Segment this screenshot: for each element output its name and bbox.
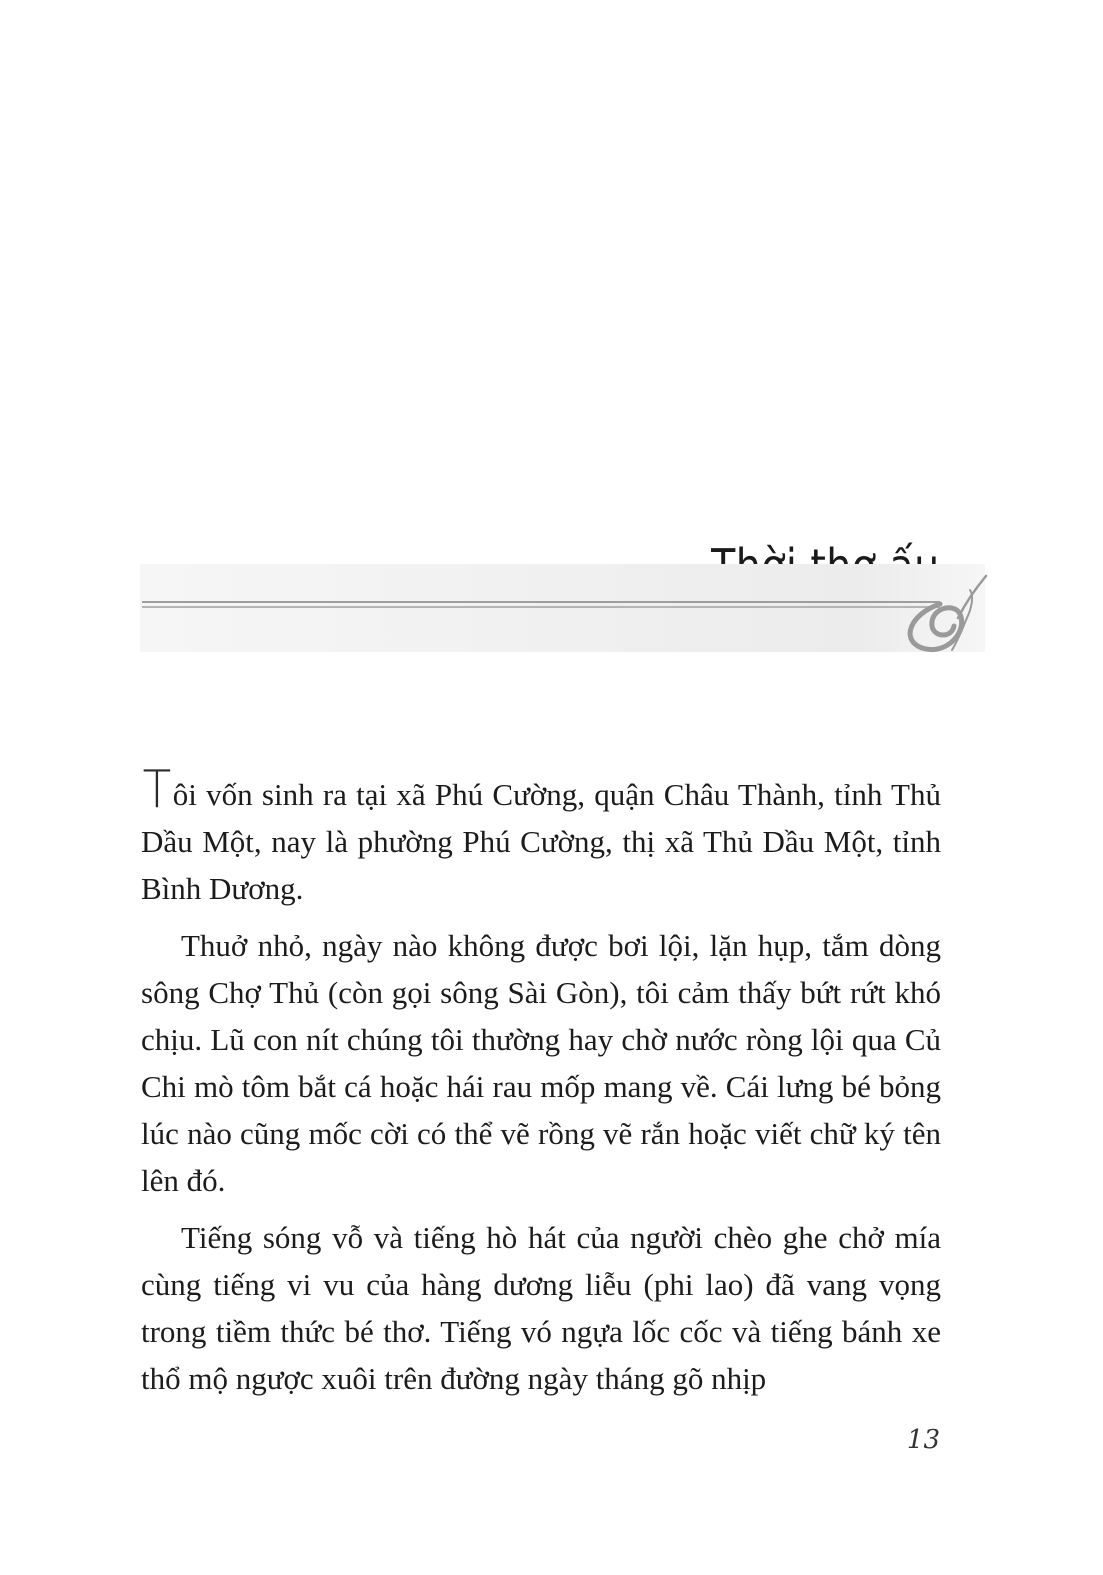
paragraph-1 <box>141 760 941 912</box>
page-number: 13 <box>906 1425 940 1455</box>
title-ornament <box>140 562 990 654</box>
body-text <box>141 760 941 1412</box>
paragraph-1-text: ôi vốn sinh ra tại xã Phú Cường, quận Châu Thành, tỉnh Thủ Dầu Một, nay là phường Phú Cường, thị xã Thủ Dầu Một, tỉnh Bình Dương. <box>141 777 941 906</box>
paragraph-3: Tiếng sóng vỗ và tiếng hò hát của người chèo ghe chở mía cùng tiếng vi vu của hàng dương liễu (phi lao) đã vang vọng trong tiềm thức bé thơ. Tiếng vó ngựa lốc cốc và tiếng bánh xe thổ mộ ngược xuôi trên đường ngày tháng gõ nhịp <box>141 1220 941 1396</box>
drop-cap: T <box>142 760 172 820</box>
paragraph-2: Thuở nhỏ, ngày nào không được bơi lội, lặn hụp, tắm dòng sông Chợ Thủ (còn gọi sông Sài Gòn), tôi cảm thấy bứt rứt khó chịu. Lũ con nít chúng tôi thường hay chờ nước ròng lội qua Củ Chi mò tôm bắt cá hoặc hái rau mốp mang về. Cái lưng bé bỏng lúc nào cũng mốc cời có thể vẽ rồng vẽ rắn hoặc viết chữ ký tên lên đó. <box>141 928 941 1198</box>
